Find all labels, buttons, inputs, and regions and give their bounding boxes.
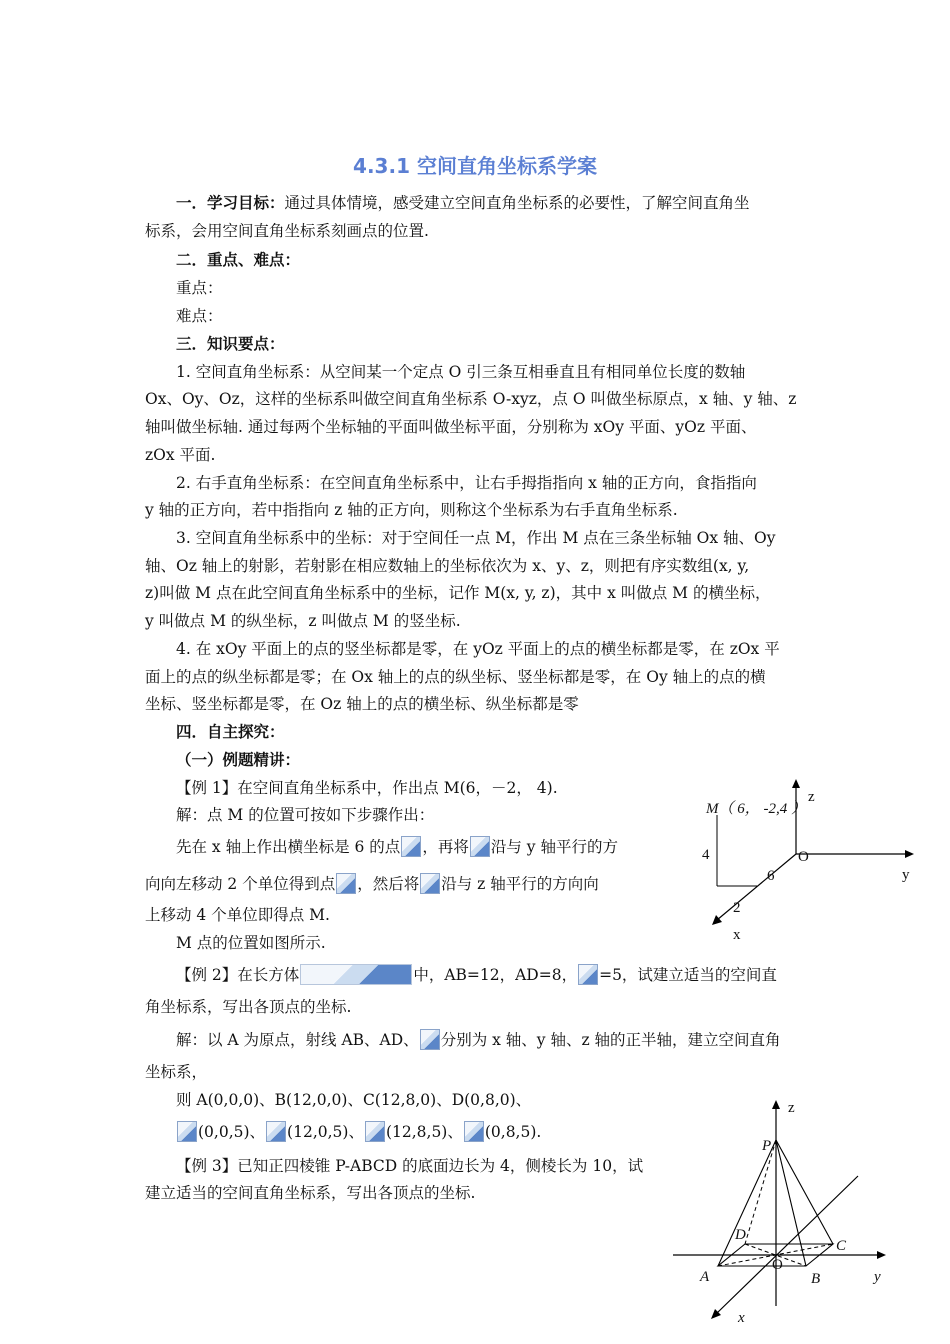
difficulty-label: 难点：	[176, 307, 223, 325]
formula-image	[365, 1121, 385, 1142]
text: (12,0,5)、	[287, 1123, 364, 1141]
edge-pd	[745, 1140, 776, 1244]
tick-label: 2	[733, 900, 741, 916]
example-3-question	[176, 1156, 643, 1176]
text: 坐标、竖坐标都是零，在 Oz 轴上的点的横坐标、纵坐标都是零	[145, 695, 579, 713]
text: y 叫做点 M 的纵坐标，z 叫做点 M 的竖坐标.	[145, 612, 461, 630]
text: Ox、Oy、Oz，这样的坐标系叫做空间直角坐标系 O-xyz，点 O 叫做坐标原点，x 轴、y 轴、z	[145, 390, 797, 408]
subsection-label: （一）例题精讲：	[176, 751, 301, 769]
text: zOx 平面.	[145, 446, 216, 464]
section-label: 四．自主探究：	[176, 723, 285, 741]
section-objectives	[176, 193, 750, 213]
arrow-icon	[772, 1100, 780, 1109]
text: =5，试建立适当的空间直	[599, 966, 777, 984]
arrow-icon	[792, 779, 800, 788]
formula-image	[470, 836, 490, 857]
origin-label: O	[798, 849, 809, 865]
vertex-b-label: B	[811, 1271, 821, 1287]
y-axis-label: y	[874, 1269, 881, 1285]
edge-pb	[776, 1140, 806, 1266]
text: 先在 x 轴上作出横坐标是 6 的点	[176, 838, 401, 856]
tick-label: 6	[767, 868, 775, 884]
text: 解：点 M 的位置可按如下步骤作出：	[176, 806, 435, 824]
origin-label: O	[772, 1257, 783, 1273]
text-with-images	[176, 1029, 781, 1050]
formula-image	[266, 1121, 286, 1142]
edge-pa	[718, 1140, 776, 1266]
arrow-icon	[877, 1251, 886, 1259]
section-label: 一．学习目标：	[176, 194, 285, 212]
text: 1. 空间直角坐标系：从空间某一个定点 O 引三条互相垂直且有相同单位长度的数轴	[176, 363, 746, 381]
x-axis-label: x	[738, 1310, 745, 1326]
text: (0,0,5)、	[198, 1123, 266, 1141]
text-with-images	[145, 873, 599, 894]
text: 分别为 x 轴、y 轴、z 轴的正半轴，建立空间直角	[440, 1031, 781, 1049]
section-label: 三．知识要点：	[176, 335, 285, 353]
text: ，然后将	[357, 875, 420, 893]
text: y 轴的正方向，若中指指向 z 轴的正方向，则称这个坐标系为右手直角坐标系.	[145, 501, 678, 519]
vertex-a-label: A	[700, 1269, 710, 1285]
text: 通过具体情境，感受建立空间直角坐标系的必要性，了解空间直角坐	[284, 194, 750, 212]
page-title: 4.3.1 空间直角坐标系学案	[353, 154, 597, 178]
point-m-label: M（ 6， -2,4 ）	[706, 801, 806, 817]
text: 中，AB=12，AD=8，	[413, 966, 578, 984]
text: 沿与 y 轴平行的方	[490, 838, 618, 856]
text: 上移动 4 个单位即得点 M.	[145, 906, 330, 924]
text: 角坐标系，写出各顶点的坐标.	[145, 998, 352, 1016]
z-axis-label: z	[808, 789, 815, 805]
text: 面上的点的纵坐标都是零；在 Ox 轴上的点的纵坐标、竖坐标都是零，在 Oy 轴上的点的横	[145, 668, 766, 686]
text: 3. 空间直角坐标系中的坐标：对于空间任一点 M，作出 M 点在三条坐标轴 Ox 轴、Oy	[176, 529, 776, 547]
coordinate-figure-1	[690, 775, 930, 950]
text: 标系，会用空间直角坐标系刻画点的位置.	[145, 222, 429, 240]
text-with-images	[176, 836, 618, 857]
key-point-label: 重点：	[176, 279, 223, 297]
text-with-images	[176, 1121, 541, 1142]
example-tag: 【例 1】	[176, 779, 238, 797]
text: 在长方体	[237, 966, 300, 984]
vertex-c-label: C	[836, 1238, 847, 1254]
formula-image	[336, 873, 356, 894]
y-axis-label: y	[902, 867, 910, 883]
vertex-d-label: D	[735, 1227, 746, 1243]
vertex-p-label: P	[762, 1138, 772, 1154]
text: 2. 右手直角坐标系：在空间直角坐标系中，让右手拇指指向 x 轴的正方向，食指指向	[176, 474, 757, 492]
text: (12,8,5)、	[385, 1123, 463, 1141]
text: 在空间直角坐标系中，作出点 M(6，－2， 4).	[237, 779, 558, 797]
example-tag: 【例 2】	[176, 966, 238, 984]
z-axis-label: z	[788, 1100, 795, 1116]
text: 建立适当的空间直角坐标系，写出各顶点的坐标.	[145, 1184, 476, 1202]
text: 轴叫做坐标轴. 通过每两个坐标轴的平面叫做坐标平面，分别称为 xOy 平面、yOz 平面、	[145, 418, 757, 436]
formula-image	[464, 1121, 484, 1142]
text: ，再将	[422, 838, 469, 856]
x-axis-label: x	[733, 927, 741, 943]
tick-label: 4	[702, 847, 710, 863]
example-1-question	[176, 778, 558, 798]
x-axis	[717, 854, 796, 920]
formula-image	[420, 873, 440, 894]
text: 轴、Oz 轴上的射影，若射影在相应数轴上的坐标依次为 x、y、z，则把有序实数组(x, y,	[145, 557, 750, 575]
text: 沿与 z 轴平行的方向向	[441, 875, 599, 893]
text: z)叫做 M 点在此空间直角坐标系中的坐标，记作 M(x, y, z)，其中 x 叫做点 M 的横坐标，	[145, 584, 771, 602]
formula-image	[420, 1029, 440, 1050]
text: 向向左移动 2 个单位得到点	[145, 875, 336, 893]
text: 4. 在 xOy 平面上的点的竖坐标都是零，在 yOz 平面上的点的横坐标都是零，在 zOx 平	[176, 640, 780, 658]
text: 已知正四棱锥 P-ABCD 的底面边长为 4，侧棱长为 10，试	[237, 1157, 644, 1175]
example-2-question	[176, 964, 777, 985]
example-tag: 【例 3】	[176, 1157, 238, 1175]
text: 则 A(0,0,0)、B(12,0,0)、C(12,8,0)、D(0,8,0)、	[176, 1091, 532, 1109]
text: 解：以 A 为原点，射线 AB、AD、	[176, 1031, 419, 1049]
formula-image	[177, 1121, 197, 1142]
formula-image	[300, 964, 412, 985]
formula-image	[401, 836, 421, 857]
text: (0,8,5).	[484, 1123, 542, 1141]
arrow-icon	[905, 850, 914, 858]
text: 坐标系，	[145, 1063, 208, 1081]
section-label: 二．重点、难点：	[176, 251, 301, 269]
text: M 点的位置如图所示.	[176, 934, 326, 952]
pyramid-figure	[668, 1096, 898, 1326]
formula-image	[578, 964, 598, 985]
